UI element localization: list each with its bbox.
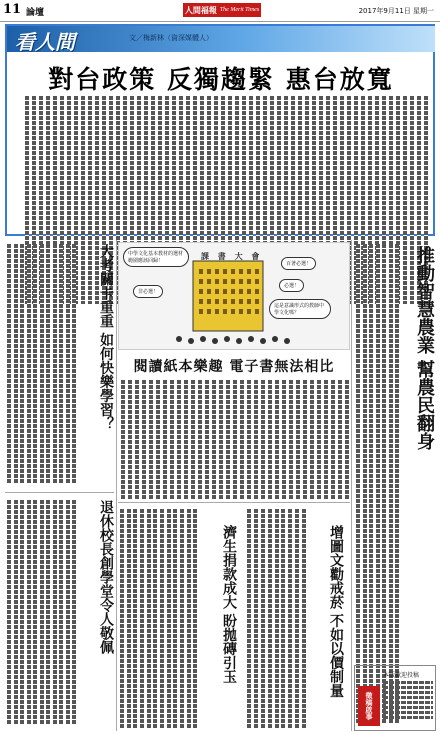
column-title: 看人間	[15, 30, 75, 54]
issue-date: 2017年9月11日 星期一	[358, 7, 434, 15]
submission-tag: 徵稿啟事	[358, 686, 380, 726]
reading-body	[118, 380, 350, 500]
article-exam-learning	[5, 240, 114, 490]
submission-lead: 本版歡迎投稿	[383, 672, 420, 679]
article-retired-principal	[5, 496, 114, 731]
masthead	[0, 0, 440, 22]
speech-bubble: 百著必選！	[281, 257, 316, 270]
section-name: 論壇	[26, 8, 45, 18]
article-tobacco	[245, 505, 350, 731]
article-headline: 退休校長創學堂令人敬佩	[98, 500, 114, 654]
editorial-cartoon	[118, 242, 350, 350]
reading-headline: 閱讀紙本樂趣 電子書無法相比	[133, 359, 335, 375]
feature-headline: 對台政策 反獨趨緊 惠台放寬	[48, 65, 394, 94]
speech-bubble: 非必選！	[133, 285, 163, 298]
page-number: 11	[3, 2, 22, 17]
byline: 文／梅新林（資深媒體人）	[129, 34, 213, 42]
article-smart-agriculture	[354, 240, 436, 730]
feature-article	[5, 24, 435, 236]
logo-en: The Merit Times	[219, 7, 260, 13]
speech-bubble: 必選！	[279, 279, 304, 292]
logo-cn: 人間福報	[184, 4, 217, 15]
column-banner	[7, 26, 435, 52]
speech-bubble: 中學文化基本教材的選材範圍應該回歸！	[123, 247, 189, 267]
cartoon-title: 課 書 大 會	[201, 252, 263, 261]
article-body	[120, 509, 198, 729]
column-divider	[351, 240, 352, 731]
divider	[118, 502, 350, 503]
article-body	[356, 244, 400, 724]
speech-bubble: 這是意識形式的教師中學文化嗎？	[269, 299, 331, 319]
divider	[5, 492, 114, 493]
article-body	[7, 500, 77, 725]
article-headline: 濟生捐款成大 盼拋磚引玉	[221, 525, 237, 684]
column-divider	[116, 240, 117, 731]
article-headline: 增圖文勸戒菸 不如以價制量	[328, 525, 344, 698]
article-headline: 大考關卡重重 如何快樂學習？	[98, 244, 114, 431]
article-body	[7, 244, 77, 484]
article-body	[247, 509, 307, 729]
newspaper-logo	[183, 3, 261, 17]
article-donation	[118, 505, 243, 731]
article-headline: 推動智慧農業 幫農民翻身	[414, 246, 435, 451]
submission-text	[383, 670, 433, 728]
submission-notice	[354, 665, 436, 731]
